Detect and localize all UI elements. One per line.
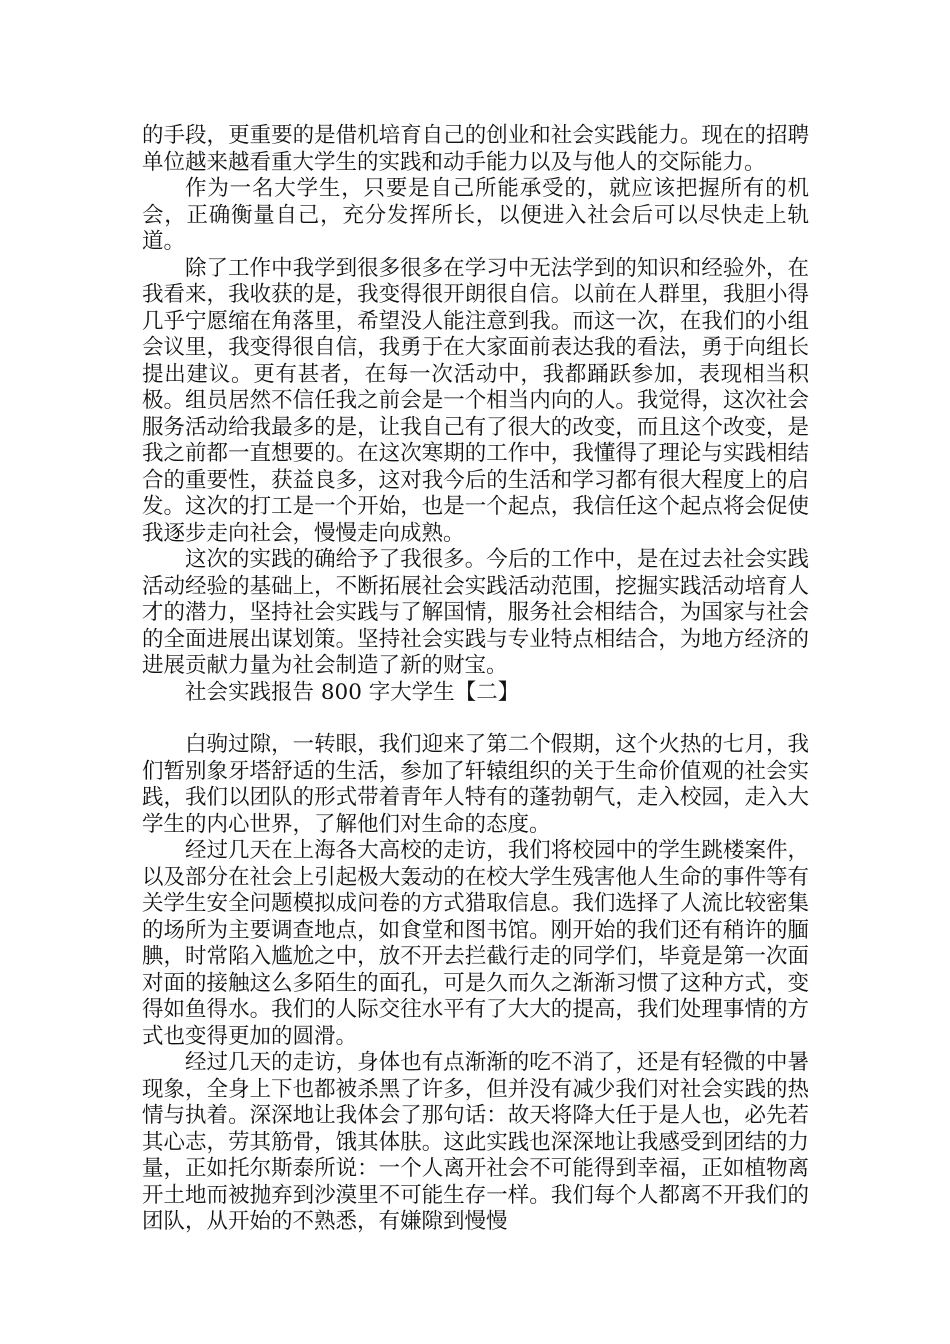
paragraph: 经过几天在上海各大高校的走访，我们将校园中的学生跳楼案件，以及部分在社会上引起极大轰动的在校大学生残害他人生命的事件等有关学生安全问题模拟成问卷的方式猎取信息。我们选择了人流比较密集的场所为主要调查地点，如食堂和图书馆。刚开始的我们还有稍许的腼腆，时常陷入尴尬之中，放不开去拦截行走的同学们，毕竟是第一次面对面的接触这么多陌生的面孔，可是久而久之渐渐习惯了这种方式，变得如鱼得水。我们的人际交往水平有了大大的提高，我们处理事情的方式也变得更加的圆滑。 xyxy=(142,838,809,1049)
paragraph: 作为一名大学生，只要是自己所能承受的，就应该把握所有的机会，正确衡量自己，充分发挥所长，以便进入社会后可以尽快走上轨道。 xyxy=(142,176,809,254)
paragraph-continued: 的手段，更重要的是借机培育自己的创业和社会实践能力。现在的招聘单位越来越看重大学生的实践和动手能力以及与他人的交际能力。 xyxy=(142,123,809,175)
paragraph: 这次的实践的确给予了我很多。今后的工作中，是在过去社会实践活动经验的基础上，不断拓展社会实践活动范围，挖掘实践活动培育人才的潜力，坚持社会实践与了解国情，服务社会相结合，为国家与社会的全面进展出谋划策。坚持社会实践与专业特点相结合，为地方经济的进展贡献力量为社会制造了新的财宝。 xyxy=(142,547,809,678)
paragraph: 经过几天的走访，身体也有点渐渐的吃不消了，还是有轻微的中暑现象，全身上下也都被杀黑了许多，但并没有减少我们对社会实践的热情与执着。深深地让我体会了那句话：故天将降大任于是人也，必先若其心志，劳其筋骨，饿其体肤。这此实践也深深地让我感受到团结的力量，正如托尔斯泰所说：一个人离开社会不可能得到幸福，正如植物离开土地而被抛弃到沙漠里不可能生存一样。我们每个人都离不开我们的团队，从开始的不熟悉，有嫌隙到慢慢 xyxy=(142,1050,809,1234)
document-page xyxy=(142,123,809,1236)
paragraph: 白驹过隙，一转眼，我们迎来了第二个假期，这个火热的七月，我们暂别象牙塔舒适的生活，参加了轩辕组织的关于生命价值观的社会实践，我们以团队的形式带着青年人特有的蓬勃朝气，走入校园，走入大学生的内心世界，了解他们对生命的态度。 xyxy=(142,732,809,837)
paragraph: 除了工作中我学到很多很多在学习中无法学到的知识和经验外，在我看来，我收获的是，我变得很开朗很自信。以前在人群里，我胆小得几乎宁愿缩在角落里，希望没人能注意到我。而这一次，在我们的小组会议里，我变得很自信，我勇于在大家面前表达我的看法，勇于向组长提出建议。更有甚者，在每一次活动中，我都踊跃参加，表现相当积极。组员居然不信任我之前会是一个相当内向的人。我觉得，这次社会服务活动给我最多的是，让我自己有了很大的改变，而且这个改变，是我之前都一直想要的。在这次寒期的工作中，我懂得了理论与实践相结合的重要性，获益良多，这对我今后的生活和学习都有很大程度上的启发。这次的打工是一个开始，也是一个起点，我信任这个起点将会促使我逐步走向社会，慢慢走向成熟。 xyxy=(142,255,809,546)
blank-line xyxy=(142,706,809,732)
section-heading: 社会实践报告 800 字大学生【二】 xyxy=(185,679,520,705)
